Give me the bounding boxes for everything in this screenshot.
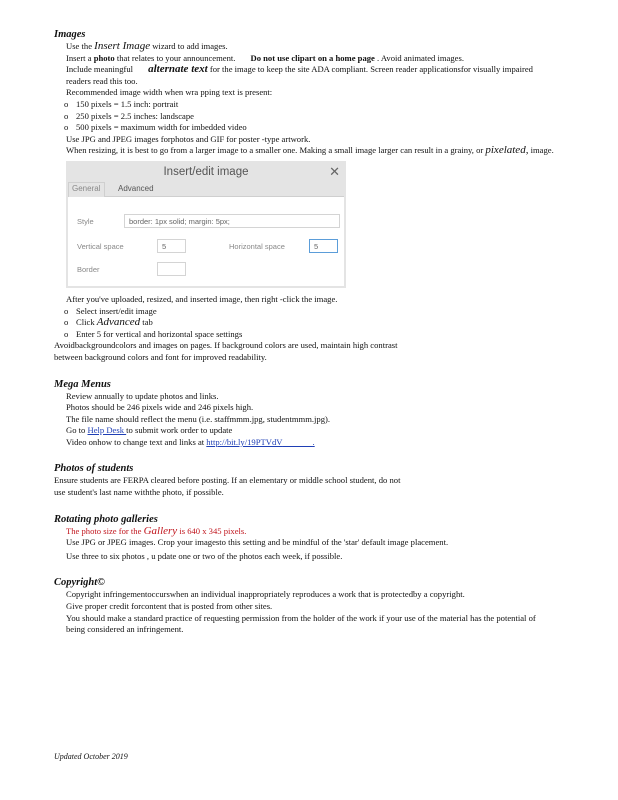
bullet-item: Give proper credit forcontent that is posted from other sites. [66,601,273,612]
bullet-item: The file name should reflect the menu (i.e. staffmmm.jpg, studentmmm.jpg). [66,413,331,424]
section-images [54,28,554,364]
bullet-item: Video onhow to change text and links at http://bit.ly/19PTVdV . [66,436,315,447]
paragraph-line: Avoidbackgroundcolors and images on pages. If background colors are used, maintain high contrast [54,340,398,351]
bullet-item: Use three to six photos , u pdate one or two of the photos each week, if possible. [66,550,343,561]
bullet-item: Use JPG and JPEG images forphotos and GIF for poster -type artwork. [66,133,311,144]
section-mega-menus [54,378,554,449]
vertical-space-label: Vertical space [77,241,124,251]
circle-bullet-icon: o [64,328,69,339]
sub-item: o 150 pixels = 1.5 inch: portrait [64,98,179,109]
section-photos-of-students [54,462,554,498]
bullet-item: Include meaningful alternate text for the image to keep the site ADA compliant. Screen reader applicationsfor visually impaired readers read this too. [66,63,533,86]
help-desk-link[interactable]: Help Desk [87,425,127,436]
bullet-item: Use JPG or JPEG images. Crop your imagesto this setting and be mindful of the 'star' default image placement. [66,537,449,548]
dialog-title: Insert/edit image [163,165,249,178]
sub-item: o 250 pixels = 2.5 inches: landscape [64,110,194,121]
bullet-item: Insert a photo that relates to your announcement. Do not use clipart on a home page . Avoid animated images. [66,52,464,63]
vertical-space-input[interactable]: 5 [157,239,186,253]
sub-item: o 500 pixels = maximum width for imbedded video [64,122,247,133]
tab-general[interactable]: General [68,182,105,198]
style-label: Style [77,216,94,226]
border-label: Border [77,264,100,274]
bullet-item: Go to Help Desk to submit work order to update [66,425,233,436]
bullet-item: Recommended image width when wra pping text is present: [66,87,273,98]
horizontal-space-label: Horizontal space [229,241,285,251]
horizontal-space-input[interactable]: 5 [309,239,338,253]
circle-bullet-icon: o [64,317,69,328]
paragraph-line: use student's last name withthe photo, if possible. [54,487,224,498]
heading-images: Images [54,29,86,40]
bullet-item: Photos should be 246 pixels wide and 246 pixels high. [66,402,254,413]
dialog-panel [68,197,344,286]
style-input[interactable]: border: 1px solid; margin: 5px; [124,214,340,228]
paragraph-line: Ensure students are FERPA cleared before posting. If an elementary or middle school student, do not [54,475,401,486]
circle-bullet-icon: o [64,305,69,316]
circle-bullet-icon: o [64,122,69,133]
sub-item: o Select insert/edit image [64,305,157,316]
close-icon[interactable]: ✕ [329,163,340,179]
bullet-item: You should make a standard practice of requesting permission from the holder of the work if your use of the material has the potential of being considered an infringement. [66,612,536,635]
bullet-item: Review annually to update photos and links. [66,390,219,401]
heading-rotating-galleries: Rotating photo galleries [54,513,158,525]
bullet-item: Use the Insert Image wizard to add images. [66,40,228,52]
section-rotating-galleries [54,513,554,563]
heading-copyright: Copyright© [54,577,106,589]
video-link-tail[interactable]: . [312,436,315,447]
document-page [54,28,554,646]
sub-item: o Enter 5 for vertical and horizontal space settings [64,328,243,339]
video-link[interactable]: http://bit.ly/19PTVdV [206,436,283,447]
border-input[interactable] [157,262,186,276]
paragraph-line: between background colors and font for improved readability. [54,351,267,362]
tab-advanced[interactable]: Advanced [118,183,154,193]
insert-edit-image-dialog [66,161,346,288]
heading-photos-of-students: Photos of students [54,463,134,475]
circle-bullet-icon: o [64,110,69,121]
bullet-item: After you've uploaded, resized, and inserted image, then right -click the image. [66,293,338,304]
section-copyright [54,576,554,635]
bullet-item: When resizing, it is best to go from a larger image to a smaller one. Making a small image larger can result in a grainy, or pixelated, image. [66,144,554,157]
dialog-tabs [68,182,344,197]
bullet-item: Copyright infringementoccurswhen an individual inappropriately reproduces a work that is protectedby a copyright. [66,589,465,600]
bullet-item: The photo size for the Gallery is 640 x 345 pixels. [66,524,247,537]
sub-item: o Click Advanced tab [64,316,153,329]
heading-mega-menus: Mega Menus [54,378,111,390]
footer-updated: Updated October 2019 [54,752,128,761]
circle-bullet-icon: o [64,98,69,109]
